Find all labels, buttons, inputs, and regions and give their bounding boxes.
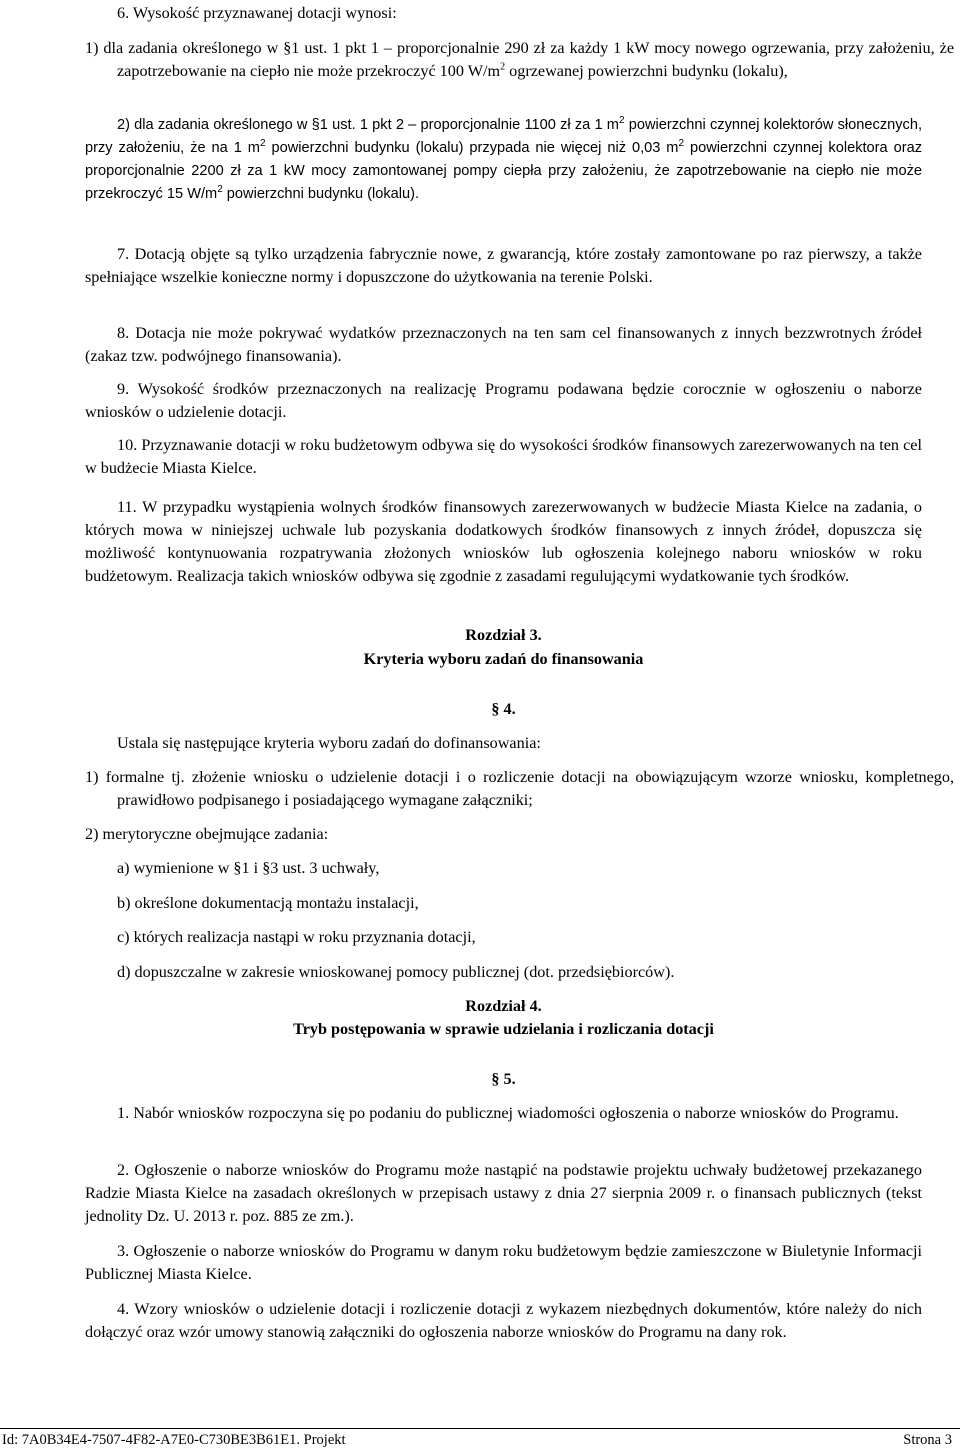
section6-item1: 1) dla zadania określonego w §1 ust. 1 pkt 1 – proporcjonalnie 290 zł za każdy 1 kW mocy nowego ogrzewania, przy założeniu, że zapotrzebowanie na ciepło nie może przekroczyć 100 $W/m^2$ ogrzewanej powierzchni budynku (lokalu), <box>85 39 954 80</box>
paragraph-10: 10. Przyznawanie dotacji w roku budżetowym odbywa się do wysokości środków finansowych zarezerwowanych na ten cel w budżecie Miasta Kielce. <box>85 436 922 477</box>
chapter4-paragraph-2: 2. Ogłoszenie o naborze wniosków do Programu może nastąpić na podstawie projektu uchwały budżetowej przekazanego Radzie Miasta Kielce na zasadach określonych w przepisach ustawy z dnia 27 sierpnia 2009 r. o finansach publicznych (tekst jednolity Dz. U. 2013 r. poz. 885 ze zm.). <box>85 1161 922 1225</box>
paragraph-9: 9. Wysokość środków przeznaczonych na realizację Programu podawana będzie corocznie w ogłoszeniu o naborze wniosków o udzielenie dotacji. <box>85 380 922 421</box>
paragraph-11: 11. W przypadku wystąpienia wolnych środków finansowych zarezerwowanych w budżecie Miasta Kielce na zadania, o których mowa w niniejszej uchwale lub pozyskania dodatkowych środków finansowych z innych źródeł, dopuszcza się możliwość kontynuowania rozpatrywania złożonych wniosków lub ogłoszenia kolejnego naboru wniosków w roku budżetowym. Realizacja takich wniosków odbywa się zgodnie z zasadami regulującymi wydatkowanie tych środków. <box>85 498 922 585</box>
criteria-substantive: 2) merytoryczne obejmujące zadania: <box>85 825 329 843</box>
chapter3-label: Rozdział 3. <box>465 626 542 644</box>
criteria-sub-d: d) dopuszczalne w zakresie wnioskowanej pomocy publicznej (dot. przedsiębiorców). <box>117 963 675 981</box>
chapter4-paragraph-1: 1. Nabór wniosków rozpoczyna się po podaniu do publicznej wiadomości ogłoszenia o naborze wniosków do Programu. <box>117 1104 899 1122</box>
criteria-sub-b: b) określone dokumentacją montażu instalacji, <box>117 894 419 912</box>
criteria-sub-c: c) których realizacja nastąpi w roku przyznania dotacji, <box>117 928 476 946</box>
page-footer <box>0 1428 960 1450</box>
paragraph-7: 7. Dotacją objęte są tylko urządzenia fabrycznie nowe, z gwarancją, które zostały zamontowane po raz pierwszy, a także spełniające wszelkie konieczne normy i dopuszczone do użytkowania na terenie Polski. <box>85 245 922 286</box>
chapter4-paragraph-4: 4. Wzory wniosków o udzielenie dotacji i rozliczenie dotacji z wykazem niezbędnych dokumentów, które należy do nich dołączyć oraz wzór umowy stanowią załączniki do ogłoszenia naborze wniosków do Programu na dany rok. <box>85 1300 922 1341</box>
criteria-formal: 1) formalne tj. złożenie wniosku o udzielenie dotacji i o rozliczenie dotacji na obowiązującym wzorze wniosku, kompletnego, prawidłowo podpisanego i posiadającego wymagane załączniki; <box>85 768 954 809</box>
paragraph-8: 8. Dotacja nie może pokrywać wydatków przeznaczonych na ten sam cel finansowanych z innych bezzwrotnych źródeł (zakaz tzw. podwójnego finansowania). <box>85 324 922 365</box>
criteria-sub-a: a) wymienione w §1 i §3 ust. 3 uchwały, <box>117 859 380 877</box>
section-4-heading: § 4. <box>491 700 516 718</box>
chapter4-label: Rozdział 4. <box>465 997 542 1015</box>
chapter4-paragraph-3: 3. Ogłoszenie o naborze wniosków do Programu w danym roku budżetowym będzie zamieszczone w Biuletynie Informacji Publicznej Miasta Kielce. <box>85 1242 922 1283</box>
section-5-heading: § 5. <box>491 1070 516 1088</box>
section6-title: 6. Wysokość przyznawanej dotacji wynosi: <box>117 4 397 22</box>
chapter3-title: Kryteria wyboru zadań do finansowania <box>363 650 644 668</box>
chapter3-intro: Ustala się następujące kryteria wyboru zadań do dofinansowania: <box>117 734 541 752</box>
page-number: Strona 3 <box>903 1432 952 1448</box>
document-id: Id: 7A0B34E4-7507-4F82-A7E0-C730BE3B61E1. Projekt <box>2 1432 346 1448</box>
chapter4-title: Tryb postępowania w sprawie udzielania i rozliczania dotacji <box>293 1020 714 1038</box>
section6-item2: 2) dla zadania określonego w §1 ust. 1 pkt 2 – proporcjonalnie 1100 zł za 1 $m^2$ powierzchni czynnej kolektorów słonecznych, przy założeniu, że na 1 $m^2$ powierzchni budynku (lokalu) przypada nie więcej niż 0,03 $m^2$ powierzchni czynnej kolektora oraz proporcjonalnie 2200 zł za 1 kW mocy zamontowanej pompy ciepła przy założeniu, że zapotrzebowanie na ciepło nie może przekroczyć 15 $W/m^2$ powierzchni budynku (lokalu). <box>85 115 922 202</box>
